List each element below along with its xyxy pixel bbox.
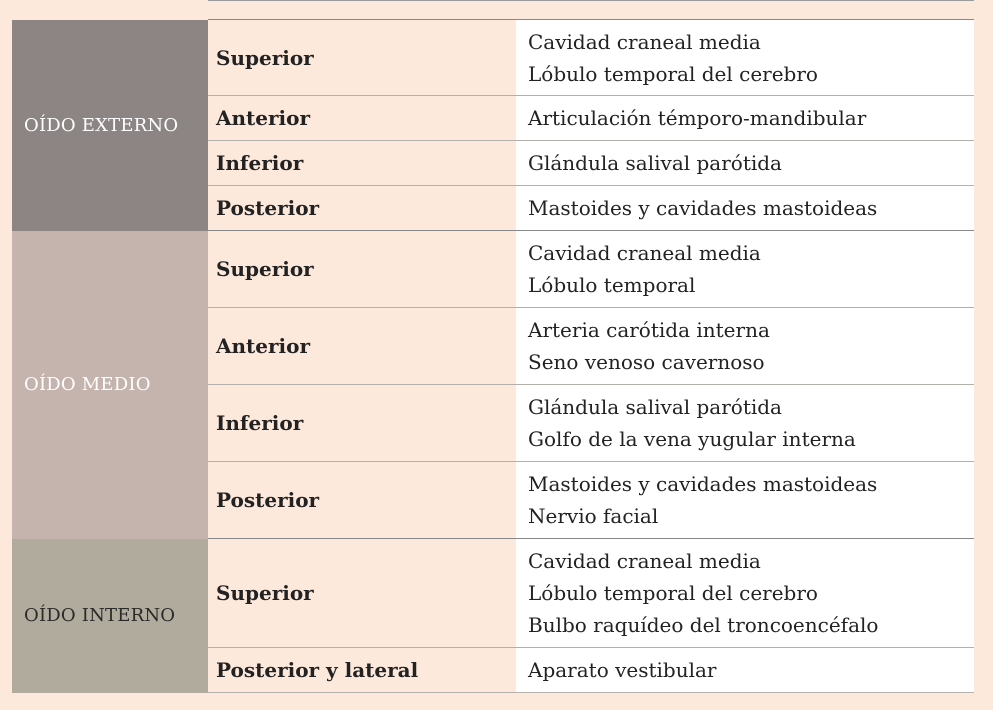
description-line: Cavidad craneal media — [528, 29, 761, 54]
ear-relations-table — [12, 19, 974, 693]
table-row — [12, 20, 974, 96]
position-label: Superior — [208, 231, 516, 308]
description-line: Seno venoso cavernoso — [528, 350, 765, 374]
position-label: Posterior y lateral — [208, 648, 516, 693]
description-line: Mastoides y cavidades mastoideas — [528, 472, 878, 496]
description-line: Articulación témporo-mandibular — [528, 106, 867, 130]
description-line: Glándula salival parótida — [528, 395, 782, 419]
position-label: Anterior — [208, 308, 516, 385]
position-label: Posterior — [208, 186, 516, 231]
position-label: Anterior — [208, 96, 516, 141]
description-line: Mastoides y cavidades mastoideas — [528, 196, 878, 220]
section-label-oido-interno: OÍDO INTERNO — [12, 539, 208, 693]
description-cell — [516, 462, 974, 539]
description-line: Lóbulo temporal del cerebro — [528, 581, 818, 605]
section-label-oido-externo: OÍDO EXTERNO — [12, 20, 208, 231]
description-line: Bulbo raquídeo del troncoencéfalo — [528, 613, 879, 637]
description-cell — [516, 648, 974, 693]
position-label: Inferior — [208, 385, 516, 462]
top-rule — [208, 0, 974, 1]
description-cell — [516, 308, 974, 385]
description-cell — [516, 96, 974, 141]
description-line: Arteria carótida interna — [528, 318, 770, 342]
table-row — [12, 539, 974, 648]
description-cell — [516, 231, 974, 308]
description-line: Cavidad craneal media — [528, 549, 761, 573]
description-line: Lóbulo temporal — [528, 273, 696, 297]
position-label: Superior — [208, 20, 516, 96]
description-cell — [516, 141, 974, 186]
description-cell — [516, 539, 974, 648]
description-line: Golfo de la vena yugular interna — [528, 427, 856, 451]
description-line: Aparato vestibular — [528, 658, 717, 682]
description-cell — [516, 186, 974, 231]
position-label: Superior — [208, 539, 516, 648]
description-line: Glándula salival parótida — [528, 151, 782, 175]
description-cell — [516, 385, 974, 462]
position-label: Inferior — [208, 141, 516, 186]
description-line: Cavidad craneal media — [528, 241, 761, 265]
description-line: Lóbulo temporal del cerebro — [528, 61, 818, 86]
description-cell — [516, 20, 974, 96]
description-line: Nervio facial — [528, 504, 659, 528]
table-row — [12, 231, 974, 308]
section-label-oido-medio: OÍDO MEDIO — [12, 231, 208, 539]
position-label: Posterior — [208, 462, 516, 539]
